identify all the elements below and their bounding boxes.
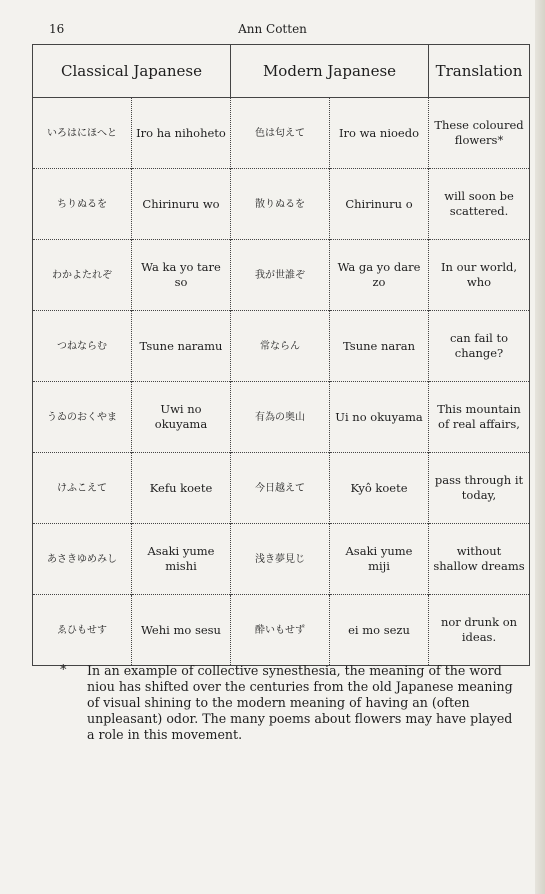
classical-kana-cell: わかよたれぞ: [33, 240, 132, 311]
translation-cell: can fail to change?: [429, 311, 530, 382]
translation-cell: These coloured flowers*: [429, 98, 530, 169]
modern-kana-cell: 有為の奥山: [231, 382, 330, 453]
table-row: [33, 453, 530, 524]
classical-kana-cell: いろはにほへと: [33, 98, 132, 169]
modern-romaji-cell: ei mo sezu: [330, 595, 429, 666]
classical-kana-cell: うゐのおくやま: [33, 382, 132, 453]
table-row: [33, 98, 530, 169]
modern-romaji-cell: Kyô koete: [330, 453, 429, 524]
classical-romaji-cell: Kefu koete: [132, 453, 231, 524]
classical-kana-cell: ゑひもせす: [33, 595, 132, 666]
footnote-marker: *: [60, 663, 67, 678]
translation-cell: pass through it today,: [429, 453, 530, 524]
modern-kana-cell: 今日越えて: [231, 453, 330, 524]
header-classical-japanese: Classical Japanese: [33, 45, 231, 98]
modern-kana-cell: 我が世誰ぞ: [231, 240, 330, 311]
classical-romaji-cell: Asaki yume mishi: [132, 524, 231, 595]
modern-kana-cell: 散りぬるを: [231, 169, 330, 240]
modern-romaji-cell: Tsune naran: [330, 311, 429, 382]
classical-romaji-cell: Iro ha nihoheto: [132, 98, 231, 169]
classical-romaji-cell: Chirinuru wo: [132, 169, 231, 240]
translation-cell: without shallow dreams: [429, 524, 530, 595]
modern-romaji-cell: Iro wa nioedo: [330, 98, 429, 169]
iroha-poem-table: [32, 44, 530, 666]
modern-kana-cell: 酔いもせず: [231, 595, 330, 666]
translation-cell: nor drunk on ideas.: [429, 595, 530, 666]
table-row: [33, 311, 530, 382]
modern-romaji-cell: Wa ga yo dare zo: [330, 240, 429, 311]
footnote-text: In an example of collective synesthesia, the meaning of the word niou has shifted over the centuries from the old Japanese meaning of visual shining to the modern meaning of having an (often unpleasant) odor. The many poems about flowers may have played a role in this movement.: [87, 663, 513, 742]
classical-kana-cell: ちりぬるを: [33, 169, 132, 240]
modern-romaji-cell: Ui no okuyama: [330, 382, 429, 453]
page-edge: [535, 0, 545, 894]
modern-romaji-cell: Chirinuru o: [330, 169, 429, 240]
classical-romaji-cell: Uwi no okuyama: [132, 382, 231, 453]
table-row: [33, 595, 530, 666]
table-row: [33, 240, 530, 311]
table-row: [33, 382, 530, 453]
classical-kana-cell: けふこえて: [33, 453, 132, 524]
table-header-row: [33, 45, 530, 98]
translation-cell: This mountain of real affairs,: [429, 382, 530, 453]
translation-cell: In our world, who: [429, 240, 530, 311]
table-row: [33, 524, 530, 595]
poem-table-body: [33, 98, 530, 666]
classical-romaji-cell: Wehi mo sesu: [132, 595, 231, 666]
running-head: Ann Cotten: [238, 22, 307, 36]
modern-romaji-cell: Asaki yume miji: [330, 524, 429, 595]
translation-cell: will soon be scattered.: [429, 169, 530, 240]
modern-kana-cell: 色は匂えて: [231, 98, 330, 169]
classical-romaji-cell: Wa ka yo tare so: [132, 240, 231, 311]
page-number: 16: [49, 22, 65, 36]
modern-kana-cell: 浅き夢見じ: [231, 524, 330, 595]
table-row: [33, 169, 530, 240]
classical-kana-cell: つねならむ: [33, 311, 132, 382]
header-translation: Translation: [429, 45, 530, 98]
header-modern-japanese: Modern Japanese: [231, 45, 429, 98]
modern-kana-cell: 常ならん: [231, 311, 330, 382]
classical-kana-cell: あさきゆめみし: [33, 524, 132, 595]
classical-romaji-cell: Tsune naramu: [132, 311, 231, 382]
